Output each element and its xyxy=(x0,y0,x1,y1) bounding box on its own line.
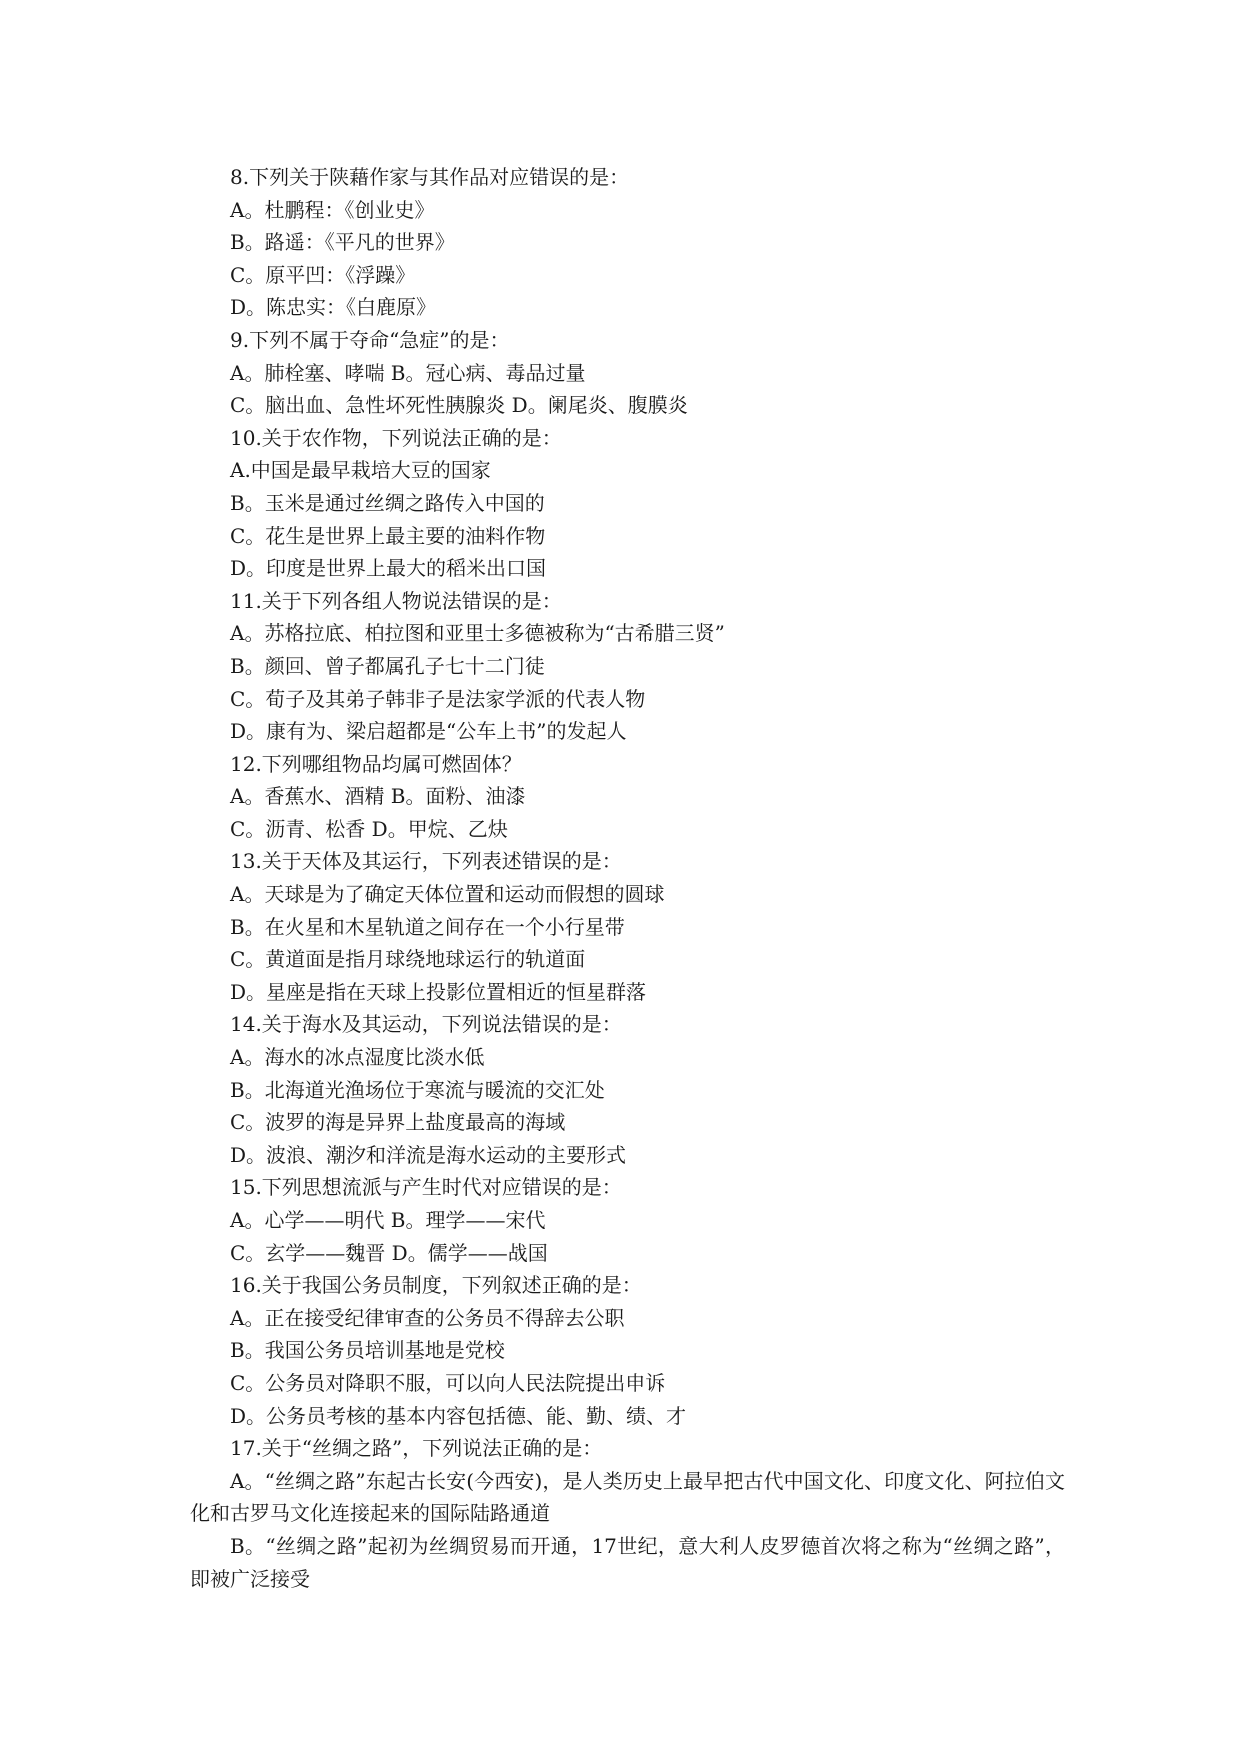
question-16-option-a: A。正在接受纪律审查的公务员不得辞去公职 xyxy=(230,1305,625,1330)
question-14-option-c: C。波罗的海是异界上盐度最高的海域 xyxy=(230,1110,566,1135)
question-17-option-b: B。“丝绸之路”起初为丝绸贸易而开通，17世纪，意大利人皮罗德首次将之称为“丝绸之路”，即被广泛接受 xyxy=(190,1533,1065,1591)
question-16-option-b: B。我国公务员培训基地是党校 xyxy=(230,1338,505,1363)
question-16-stem: 16.关于我国公务员制度，下列叙述正确的是： xyxy=(230,1273,642,1298)
question-8-option-a: A。杜鹏程：《创业史》 xyxy=(230,197,435,222)
question-16-option-c: C。公务员对降职不服，可以向人民法院提出申诉 xyxy=(230,1370,666,1395)
question-8-option-d: D。陈忠实：《白鹿原》 xyxy=(230,295,437,320)
question-10-option-a: A.中国是最早栽培大豆的国家 xyxy=(230,458,491,483)
question-11-stem: 11.关于下列各组人物说法错误的是： xyxy=(230,588,562,613)
question-10-stem: 10.关于农作物，下列说法正确的是： xyxy=(230,425,562,450)
question-14-option-a: A。海水的冰点湿度比淡水低 xyxy=(230,1045,485,1070)
question-12-stem: 12.下列哪组物品均属可燃固体？ xyxy=(230,751,522,776)
question-8-option-c: C。原平凹：《浮躁》 xyxy=(230,262,416,287)
question-11-option-b: B。颜回、曾子都属孔子七十二门徒 xyxy=(230,653,545,678)
question-8-stem: 8.下列关于陕藉作家与其作品对应错误的是： xyxy=(230,165,630,189)
question-13-option-a: A。天球是为了确定天体位置和运动而假想的圆球 xyxy=(230,882,665,907)
question-10-option-c: C。花生是世界上最主要的油料作物 xyxy=(230,523,546,548)
question-16-option-d: D。公务员考核的基本内容包括德、能、勤、绩、才 xyxy=(230,1403,687,1428)
question-10-option-d: D。印度是世界上最大的稻米出口国 xyxy=(230,556,547,581)
question-15-options-ab: A。心学——明代 B。理学——宋代 xyxy=(230,1208,546,1232)
question-15-options-cd: C。玄学——魏晋 D。儒学——战国 xyxy=(230,1240,548,1265)
question-14-option-d: D。波浪、潮汐和洋流是海水运动的主要形式 xyxy=(230,1142,627,1167)
question-13-option-c: C。黄道面是指月球绕地球运行的轨道面 xyxy=(230,947,586,972)
question-17-option-a: A。“丝绸之路”东起古长安(今西安)，是人类历史上最早把古代中国文化、印度文化、阿拉伯文化和古罗马文化连接起来的国际陆路通道 xyxy=(190,1468,1065,1526)
question-13-stem: 13.关于天体及其运行，下列表述错误的是： xyxy=(230,849,622,874)
question-11-option-d: D。康有为、梁启超都是“公车上书”的发起人 xyxy=(230,719,627,744)
question-9-options-ab: A。肺栓塞、哮喘 B。冠心病、毒品过量 xyxy=(230,360,586,385)
question-13-option-d: D。星座是指在天球上投影位置相近的恒星群落 xyxy=(230,979,647,1004)
question-text-block xyxy=(190,161,1065,1595)
question-8-option-b: B。路遥：《平凡的世界》 xyxy=(230,230,455,255)
question-15-stem: 15.下列思想流派与产生时代对应错误的是： xyxy=(230,1175,622,1200)
question-17-stem: 17.关于“丝绸之路”，下列说法正确的是： xyxy=(230,1436,603,1461)
question-9-stem: 9.下列不属于夺命“急症”的是： xyxy=(230,327,510,352)
question-9-options-cd: C。脑出血、急性坏死性胰腺炎 D。阑尾炎、腹膜炎 xyxy=(230,393,688,418)
question-14-option-b: B。北海道光渔场位于寒流与暖流的交汇处 xyxy=(230,1077,605,1102)
question-14-stem: 14.关于海水及其运动，下列说法错误的是： xyxy=(230,1012,622,1037)
question-13-option-b: B。在火星和木星轨道之间存在一个小行星带 xyxy=(230,914,625,939)
question-11-option-c: C。荀子及其弟子韩非子是法家学派的代表人物 xyxy=(230,686,646,711)
question-12-options-cd: C。沥青、松香 D。甲烷、乙炔 xyxy=(230,816,508,841)
question-10-option-b: B。玉米是通过丝绸之路传入中国的 xyxy=(230,490,545,515)
question-12-options-ab: A。香蕉水、酒精 B。面粉、油漆 xyxy=(230,784,526,809)
question-11-option-a: A。苏格拉底、柏拉图和亚里士多德被称为“古希腊三贤” xyxy=(230,621,725,646)
